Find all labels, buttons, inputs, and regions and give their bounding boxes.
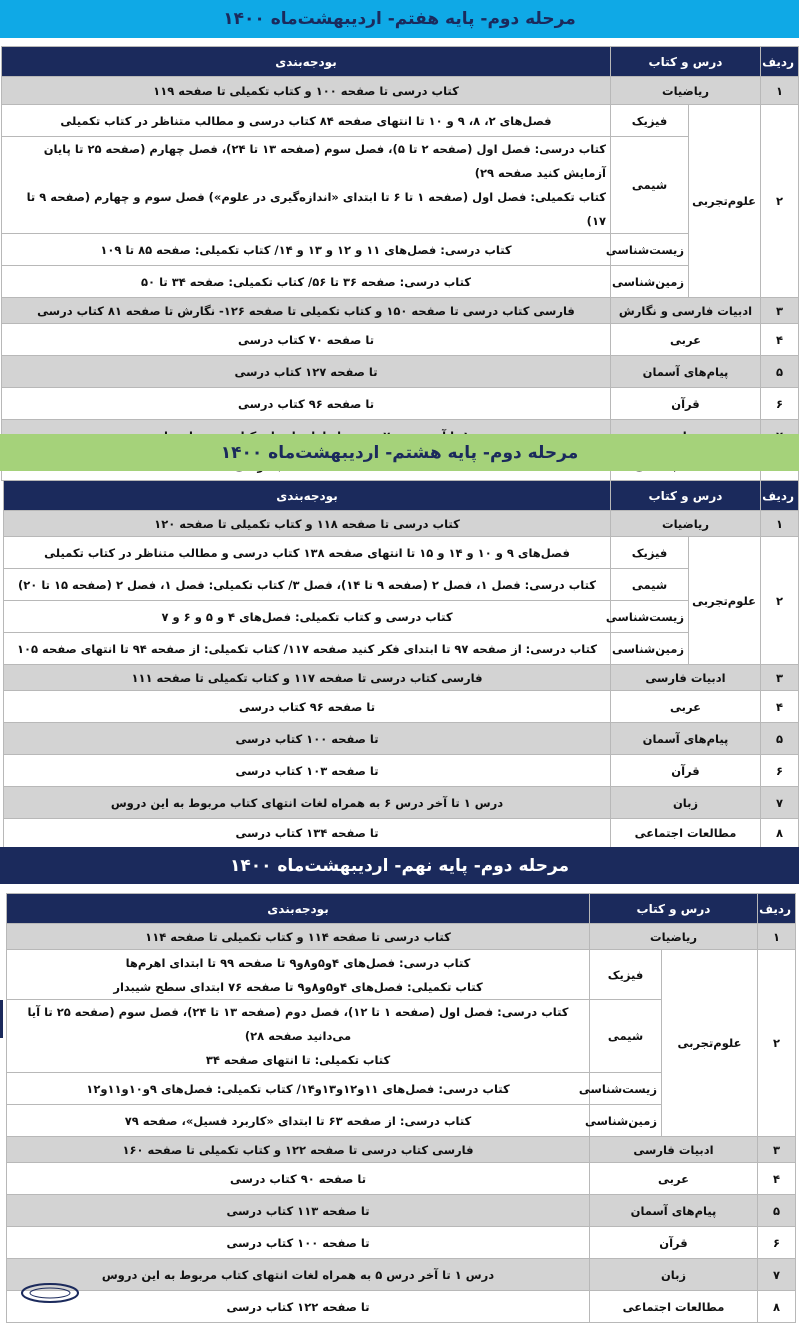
budget-text: تا صفحه ۷۰ کتاب درسی [2,324,611,356]
row-number: ۶ [761,388,799,420]
row-number: ۱ [761,77,799,105]
course-name: ریاضیات [610,511,760,537]
header-course: درس و کتاب [610,481,760,511]
row-number: ۸ [761,819,799,848]
table-row [2,266,799,298]
row-number: ۲ [761,537,799,665]
course-name: عربی [610,691,760,723]
budget-text: تا صفحه ۱۰۰ کتاب درسی [7,1227,590,1259]
row-number: ۱ [758,924,796,950]
budget-text: کتاب تکمیلی: فصل اول (صفحه ۱ تا ۶ تا ابتدای «اندازه‌گیری در علوم») فصل سوم و چهارم (صفحه ۹ تا ۱۷) [26,190,606,228]
subject-name: شیمی [610,137,688,234]
row-number: ۶ [761,755,799,787]
row-number: ۴ [761,324,799,356]
course-name: مطالعات اجتماعی [610,819,760,848]
subject-name: زیست‌شناسی [589,1073,661,1105]
table-row [4,787,799,819]
row-number: ۲ [758,950,796,1137]
budget-text: درس ۱ تا آخر درس ۶ به همراه لغات انتهای کتاب مربوط به این دروس [4,787,611,819]
budget-text: کتاب درسی: فصل‌های ۱۱ و ۱۲ و ۱۳ و ۱۴/ کتاب تکمیلی: صفحه ۸۵ تا ۱۰۹ [2,234,611,266]
course-name: علوم‌تجربی [662,950,758,1137]
subject-name: فیزیک [610,105,688,137]
course-name: قرآن [610,388,760,420]
table-row [7,1259,796,1291]
course-name: پیام‌های آسمان [610,723,760,755]
budget-text: کتاب درسی: فصل‌های ۱۱و۱۲و۱۳و۱۴/ کتاب تکمیلی: فصل‌های ۹و۱۰و۱۱و۱۲ [7,1073,590,1105]
table-row [4,755,799,787]
budget-text: کتاب درسی: از صفحه ۶۳ تا ابتدای «کاربرد فسیل»، صفحه ۷۹ [7,1105,590,1137]
budget-text: فصل‌های ۲، ۸، ۹ و ۱۰ تا انتهای صفحه ۸۴ کتاب درسی و مطالب متناظر در کتاب تکمیلی [2,105,611,137]
subject-name: زیست‌شناسی [610,234,688,266]
grade9-table [6,893,796,1323]
budget-text: کتاب درسی تا صفحه ۱۰۰ و کتاب تکمیلی تا صفحه ۱۱۹ [2,77,611,105]
budget-text: کتاب درسی تا صفحه ۱۱۸ و کتاب تکمیلی تا صفحه ۱۲۰ [4,511,611,537]
row-number: ۷ [758,1259,796,1291]
subject-name: زمین‌شناسی [610,633,688,665]
table-row [7,1163,796,1195]
budget-text: تا صفحه ۱۲۷ کتاب درسی [2,356,611,388]
subject-name: فیزیک [589,950,661,1000]
budget-text: تا صفحه ۱۱۳ کتاب درسی [7,1195,590,1227]
budget-text: کتاب تکمیلی: تا انتهای صفحه ۳۴ [205,1053,391,1067]
header-course: درس و کتاب [610,47,760,77]
subject-name: فیزیک [610,537,688,569]
course-name: قرآن [610,755,760,787]
header-budget: بودجه‌بندی [4,481,611,511]
grade7-banner [0,0,799,38]
table-row [4,819,799,848]
budget-text: درس ۱ تا آخر درس ۵ به همراه لغات انتهای کتاب مربوط به این دروس [7,1259,590,1291]
header-row-number: ردیف [761,47,799,77]
row-number: ۱ [761,511,799,537]
left-edge-bar [0,1000,3,1038]
header-budget: بودجه‌بندی [7,894,590,924]
table-row [4,569,799,601]
table-row [2,77,799,105]
budget-text: کتاب درسی: فصل اول (صفحه ۱ تا ۱۲)، فصل دوم (صفحه ۱۳ تا ۲۴)، فصل سوم (صفحه ۲۵ تا آیا می‌دانید صفحه ۲۸) [27,1005,569,1043]
row-number: ۵ [758,1195,796,1227]
course-name: ادبیات فارسی [589,1137,757,1163]
course-name: قرآن [589,1227,757,1259]
row-number: ۲ [761,105,799,298]
grade8-banner-title: مرحله دوم- پایه هشتم- اردیبهشت‌ماه ۱۴۰۰ [220,442,579,463]
table-row [4,601,799,633]
header-budget: بودجه‌بندی [2,47,611,77]
table-row [2,324,799,356]
table-row [4,633,799,665]
budget-text: فصل‌های ۹ و ۱۰ و ۱۴ و ۱۵ تا انتهای صفحه ۱۳۸ کتاب درسی و مطالب متناظر در کتاب تکمیلی [4,537,611,569]
row-number: ۶ [758,1227,796,1259]
budget-text: کتاب درسی: فصل اول (صفحه ۲ تا ۵)، فصل سوم (صفحه ۱۳ تا ۲۴)، فصل چهارم (صفحه ۲۵ تا پایان آزمایش کنید صفحه ۲۹) [43,142,606,180]
budget-text: کتاب درسی تا صفحه ۱۱۴ و کتاب تکمیلی تا صفحه ۱۱۴ [7,924,590,950]
row-number: ۳ [761,298,799,324]
course-name: علوم‌تجربی [689,537,761,665]
table-row [4,511,799,537]
table-row [7,1137,796,1163]
course-name: علوم‌تجربی [689,105,761,298]
subject-name: زیست‌شناسی [610,601,688,633]
table-row [2,388,799,420]
table-row [2,356,799,388]
row-number: ۳ [758,1137,796,1163]
row-number: ۳ [761,665,799,691]
table-row [7,950,796,1000]
budget-text: تا صفحه ۱۰۳ کتاب درسی [4,755,611,787]
table-row [7,924,796,950]
subject-name: زمین‌شناسی [589,1105,661,1137]
header-row-number: ردیف [761,481,799,511]
subject-name: شیمی [589,1000,661,1073]
budget-text: تا صفحه ۹۶ کتاب درسی [2,388,611,420]
budget-text: تا صفحه ۹۶ کتاب درسی [4,691,611,723]
subject-name: زمین‌شناسی [610,266,688,298]
course-name: عربی [610,324,760,356]
course-name: ادبیات فارسی [610,665,760,691]
budget-text: کتاب تکمیلی: فصل‌های ۴و۵و۸و۹ تا صفحه ۷۶ ابتدای سطح شیبدار [113,979,483,994]
table-row [2,105,799,137]
budget-text: تا صفحه ۹۰ کتاب درسی [7,1163,590,1195]
table-row [7,1227,796,1259]
row-number: ۷ [761,787,799,819]
table-row [4,723,799,755]
grade7-banner-title: مرحله دوم- پایه هفتم- اردیبهشت‌ماه ۱۴۰۰ [223,9,576,29]
table-row [7,1291,796,1323]
logo-emblem-icon [20,1282,80,1293]
budget-text: تا صفحه ۱۰۰ کتاب درسی [4,723,611,755]
course-name: زبان [610,787,760,819]
budget-text: فارسی کتاب درسی تا صفحه ۱۲۲ و کتاب تکمیلی تا صفحه ۱۶۰ [7,1137,590,1163]
grade9-banner [0,847,799,884]
budget-text: تا صفحه ۱۳۴ کتاب درسی [4,819,611,848]
table-row [2,137,799,234]
course-name: زبان [589,1259,757,1291]
budget-text: کتاب درسی: فصل ۱، فصل ۲ (صفحه ۹ تا ۱۴)، فصل ۳/ کتاب تکمیلی: فصل ۱، فصل ۲ (صفحه ۱۵ تا ۲۰) [4,569,611,601]
row-number: ۴ [758,1163,796,1195]
table-row [7,1195,796,1227]
course-name: ادبیات فارسی و نگارش [610,298,760,324]
table-row [2,234,799,266]
budget-text: فارسی کتاب درسی تا صفحه ۱۵۰ و کتاب تکمیلی تا صفحه ۱۲۶- نگارش تا صفحه ۸۱ کتاب درسی [2,298,611,324]
budget-text: فارسی کتاب درسی تا صفحه ۱۱۷ و کتاب تکمیلی تا صفحه ۱۱۱ [4,665,611,691]
course-name: عربی [589,1163,757,1195]
budget-text: تا صفحه ۱۲۲ کتاب درسی [7,1291,590,1323]
table-row [4,537,799,569]
budget-text: کتاب درسی: از صفحه ۹۷ تا ابتدای فکر کنید صفحه ۱۱۷/ کتاب تکمیلی: از صفحه ۹۴ تا انتهای صفحه ۱۰۵ [4,633,611,665]
subject-name: شیمی [610,569,688,601]
course-name: پیام‌های آسمان [589,1195,757,1227]
course-name: مطالعات اجتماعی [589,1291,757,1323]
row-number: ۵ [761,723,799,755]
budget-text: کتاب درسی: صفحه ۳۶ تا ۵۶/ کتاب تکمیلی: صفحه ۳۴ تا ۵۰ [2,266,611,298]
row-number: ۸ [758,1291,796,1323]
table-row [2,298,799,324]
course-name: ریاضیات [589,924,757,950]
table-row [4,665,799,691]
grade7-table [1,46,799,481]
grade9-banner-title: مرحله دوم- پایه نهم- اردیبهشت‌ماه ۱۴۰۰ [229,855,570,876]
row-number: ۴ [761,691,799,723]
course-name: ریاضیات [610,77,760,105]
budget-text: کتاب درسی: فصل‌های ۴و۵و۸و۹ تا صفحه ۹۹ تا ابتدای اهرم‌ها [125,955,471,970]
course-name: پیام‌های آسمان [610,356,760,388]
budget-text: کتاب درسی و کتاب تکمیلی: فصل‌های ۴ و ۵ و ۶ و ۷ [4,601,611,633]
row-number: ۵ [761,356,799,388]
header-row-number: ردیف [758,894,796,924]
grade8-banner [0,434,799,471]
header-course: درس و کتاب [589,894,757,924]
grade8-table [3,480,799,848]
table-row [4,691,799,723]
